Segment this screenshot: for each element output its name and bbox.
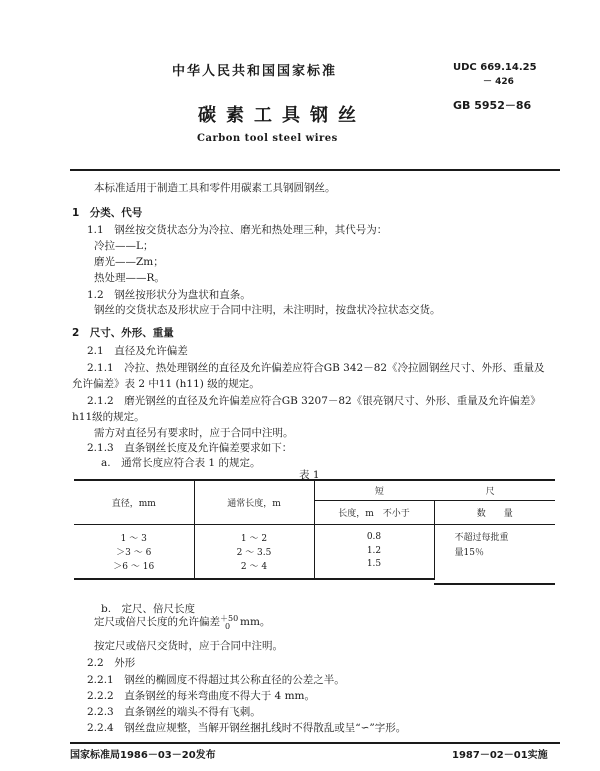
tolerance-limits	[220, 614, 239, 631]
col-header-short-ruler	[314, 480, 555, 500]
clause-2-1-3: 2.1.3 直条钢丝长度及允许偏差要求如下：	[87, 442, 293, 454]
cell-diameter: ＞3 ～ 6	[74, 544, 194, 559]
cell-short-length: 1.5	[314, 559, 434, 579]
clause-2-2-1: 2.2.1 钢丝的椭圆度不得超过其公称直径的公差之半。	[87, 674, 345, 686]
clause-2-1-2-cont: h11级的规定。	[72, 411, 145, 423]
document-title-en: Carbon tool steel wires	[197, 133, 338, 144]
contract-note: 按定尺或倍尺交货时，应于合同中注明。	[94, 640, 283, 652]
table-1	[74, 479, 555, 580]
col-header-quantity: 数 量	[434, 500, 555, 524]
table-caption: 表 1	[299, 469, 320, 481]
cell-diameter: 1 ～ 3	[74, 524, 194, 544]
tolerance-line	[94, 614, 270, 629]
clause-1-2-note: 钢丝的交货状态及形状应于合同中注明，未注明时，按盘状冷拉状态交货。	[94, 304, 441, 316]
clause-1-2: 1.2 钢丝按形状分为盘状和直条。	[87, 289, 251, 301]
effective-date: 1987－02－01实施	[452, 750, 548, 761]
intro-paragraph: 本标准适用于制造工具和零件用碳素工具钢圆钢丝。	[94, 182, 336, 194]
cell-diameter: ＞6 ～ 16	[74, 559, 194, 579]
clause-1-1: 1.1 钢丝按交货状态分为冷拉、磨光和热处理三种，其代号为：	[87, 224, 388, 236]
section-2-heading: 2 尺寸、外形、重量	[72, 327, 174, 339]
clause-2-1-1-cont: 允许偏差》表 2 中11 (h11) 级的规定。	[72, 378, 260, 390]
udc-code: UDC 669.14.25	[453, 62, 537, 73]
clause-2-2-heading: 2.2 外形	[87, 657, 136, 669]
cell-length: 2 ～ 3.5	[194, 544, 314, 559]
cell-length: 1 ～ 2	[194, 524, 314, 544]
cell-length: 2 ～ 4	[194, 559, 314, 579]
document-title: 碳素工具钢丝	[198, 105, 366, 126]
section-1-heading: 1 分类、代号	[72, 207, 143, 219]
code-polished: 磨光——Zm；	[94, 256, 164, 268]
clause-2-1-2-note: 需方对直径另有要求时，应于合同中注明。	[94, 427, 294, 439]
quantity-line-1: 不超过每批重	[454, 532, 509, 543]
col-header-ruler: 尺	[485, 486, 495, 497]
cell-short-length: 0.8	[314, 524, 434, 544]
tolerance-lower: 0	[225, 622, 231, 631]
issue-date: 国家标准局1986－03－20发布	[70, 750, 216, 761]
tolerance-text: 定尺或倍尺长度的允许偏差	[94, 616, 220, 628]
tolerance-upper: ＋50	[220, 614, 239, 623]
col-header-short: 短	[374, 486, 384, 497]
clause-2-1-1: 2.1.1 冷拉、热处理钢丝的直径及允许偏差应符合GB 342－82《冷拉圆钢丝尺寸、外形、重量及	[87, 362, 545, 374]
clause-2-2-3: 2.2.3 直条钢丝的端头不得有飞刺。	[87, 706, 261, 718]
table-bottom-rule-qty	[434, 583, 555, 585]
clause-2-2-4: 2.2.4 钢丝盘应规整，当解开钢丝捆扎线时不得散乱或呈“∽”字形。	[87, 722, 407, 734]
tolerance-unit: mm。	[240, 616, 271, 628]
cell-quantity	[434, 524, 555, 579]
cell-short-length: 1.2	[314, 544, 434, 559]
clause-2-1-heading: 2.1 直径及允许偏差	[87, 345, 188, 357]
gb-number: GB 5952－86	[453, 99, 532, 112]
item-a: a. 通常长度应符合表 1 的规定。	[101, 457, 261, 469]
clause-2-1-2: 2.1.2 磨光钢丝的直径及允许偏差应符合GB 3207－82《银亮钢尺寸、外形、重量及允许偏差》	[87, 395, 541, 407]
col-header-length: 通常长度，m	[194, 480, 314, 524]
clause-2-2-2: 2.2.2 直条钢丝的每米弯曲度不得大于 4 mm。	[87, 690, 315, 702]
code-cold-drawn: 冷拉——L；	[94, 240, 154, 252]
header-rule	[70, 169, 560, 171]
col-header-diameter: 直径，mm	[74, 480, 194, 524]
quantity-line-2: 量15％	[454, 547, 484, 558]
code-heat-treated: 热处理——R。	[94, 272, 165, 284]
col-header-short-length: 长度，m 不小于	[314, 500, 434, 524]
table-row	[74, 524, 555, 544]
footer-rule	[70, 742, 560, 744]
standard-org: 中华人民共和国国家标准	[172, 64, 338, 79]
item-b: b. 定尺、倍尺长度	[101, 603, 196, 615]
udc-code-suffix: － 426	[483, 77, 514, 87]
